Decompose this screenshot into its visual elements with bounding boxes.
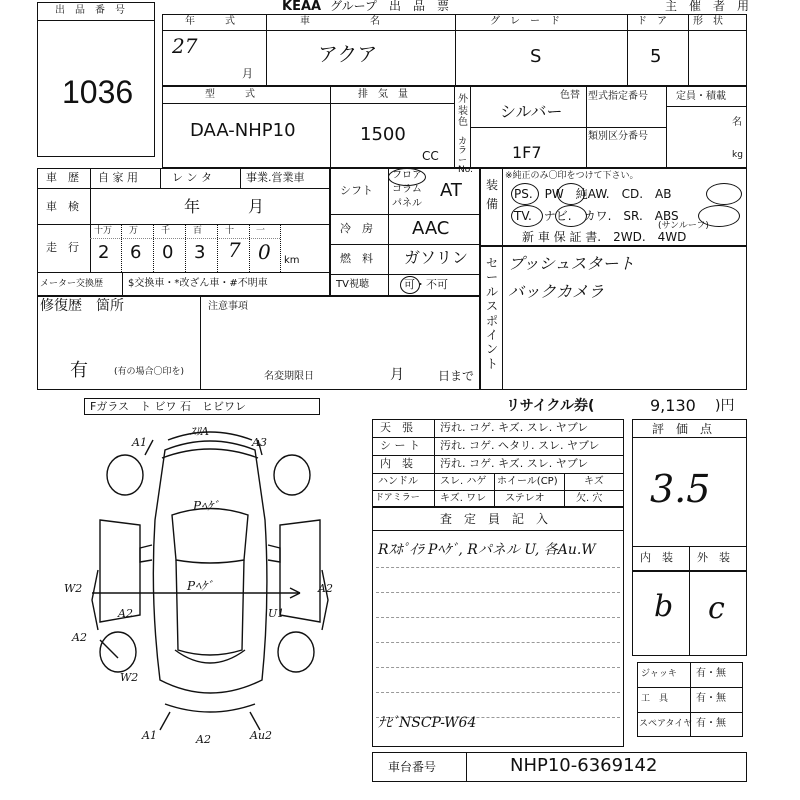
- interior-score: b: [654, 589, 674, 624]
- displacement-value: 1500: [360, 124, 406, 145]
- model-label: 型 式: [205, 89, 255, 100]
- inspector-footnote: ﾅﾋﾞNSCP-W64: [378, 715, 477, 731]
- mark-w2-left-rear: W2: [120, 671, 139, 684]
- interior-row-seat-label: シ ー ト: [380, 439, 420, 452]
- name-change-label: 名変期限日: [264, 371, 314, 382]
- recycle-amount: 9,130: [650, 396, 696, 415]
- spare-value: 有・無: [696, 718, 726, 729]
- repair-history-label: 修復歴 箇所: [40, 298, 124, 314]
- tv-ok-circle: [400, 276, 420, 294]
- mileage-digit-100: 3: [194, 242, 206, 263]
- tool-value: 有・無: [696, 693, 726, 704]
- year-label: 年 式: [185, 16, 235, 27]
- interior-row-handle-text: スレ. ハゲ: [440, 476, 487, 487]
- tool-label: 工 具: [641, 694, 669, 704]
- mark-au2-bottom-right: Au2: [250, 729, 273, 742]
- mark-a2-left-door: A2: [118, 607, 133, 620]
- ps-circle: [511, 183, 539, 205]
- shift-column: コラム: [392, 184, 422, 195]
- name-change-month: 月: [390, 367, 404, 383]
- mark-hood: Pﾍｹﾞ: [187, 579, 214, 593]
- interior-score-label: 内 装: [640, 551, 673, 564]
- mark-a2-bottom: A2: [196, 733, 211, 746]
- notes-label: 注意事項: [208, 301, 248, 312]
- ab-circle: [706, 183, 742, 205]
- displacement-label: 排 気 量: [358, 89, 408, 100]
- interior-row-handle-label: ハンドル: [378, 476, 418, 487]
- repair-value: 有: [70, 360, 88, 381]
- interior-row-trim-text: 汚れ. コゲ. キズ. スレ. ヤブレ: [440, 457, 589, 470]
- color-change-label: 色替: [560, 90, 580, 101]
- mileage-unit-10: 十: [225, 226, 235, 236]
- inspector-comment: Rｽﾎﾟｲﾗ Pﾍｹﾞ, Rパネル U, 各Au.W: [378, 542, 596, 558]
- mileage-unit-10k: 万: [129, 226, 139, 236]
- mileage-unit-100: 百: [193, 226, 203, 236]
- doors-value: 5: [650, 46, 662, 67]
- score-value: 3.5: [650, 467, 711, 511]
- lot-number-label: 出 品 番 号: [55, 5, 125, 16]
- mark-w2-left: W2: [64, 582, 83, 595]
- tv-label: TV視聴: [336, 279, 369, 290]
- ac-value: AAC: [412, 218, 450, 239]
- inspection-label: 車 検: [46, 200, 79, 213]
- mark-a1-bottom-left: A1: [142, 729, 157, 742]
- interior-row-mirror-label: ドアミラー: [375, 493, 420, 503]
- body-label: 形 状: [693, 16, 723, 27]
- interior-row-wheel-mark: キズ: [584, 476, 604, 487]
- history-private: 自 家 用: [98, 171, 138, 184]
- shift-value: AT: [440, 180, 462, 201]
- mileage-label: 走 行: [46, 241, 79, 254]
- mark-a1-left: A1: [132, 436, 147, 449]
- abs-circle: [698, 205, 740, 227]
- navi-circle: [555, 205, 587, 227]
- mileage-digit-10: 7: [228, 238, 241, 262]
- sales-point-line1: プッシュスタート: [508, 254, 635, 273]
- type-no-label: 型式指定番号: [588, 91, 648, 102]
- lot-number: 1036: [62, 74, 134, 110]
- chassis-number: NHP10-6369142: [510, 755, 658, 776]
- interior-row-ceiling-text: 汚れ. コゲ. キズ. スレ. ヤブレ: [440, 421, 589, 434]
- mileage-unit-100k: 十万: [94, 226, 113, 236]
- recycle-suffix: )円: [715, 398, 735, 414]
- inspector-label: 査 定 員 記 入: [440, 512, 549, 526]
- sunroof-note: (サンルーフ): [658, 221, 709, 231]
- ac-label: 冷 房: [340, 222, 373, 235]
- grade-label: グ レ ー ド: [490, 16, 560, 27]
- color-value: シルバー: [500, 102, 563, 121]
- mark-u1-right-door: U1: [268, 607, 285, 620]
- spare-label: スペアタイヤ: [639, 719, 693, 729]
- mileage-digit-1: 0: [258, 240, 271, 264]
- equipment-row3: 新 車 保 証 書. 2WD. 4WD: [522, 230, 687, 244]
- meter-exchange-marks: $交換車・*改ざん車・#不明車: [128, 278, 268, 289]
- model-value: DAA-NHP10: [190, 120, 296, 141]
- mark-roof: Pﾍｹﾞ: [193, 499, 220, 513]
- km-unit: km: [284, 255, 300, 266]
- mark-a2-right: A2: [318, 582, 333, 595]
- logo: KEAA: [282, 0, 322, 14]
- interior-row-mirror-text: キズ. ワレ: [440, 493, 487, 504]
- mileage-digit-1k: 0: [162, 242, 174, 263]
- equipment-row2: TV. ナビ. カワ. SR. ABS: [514, 209, 679, 223]
- fuel-value: ガソリン: [404, 248, 469, 267]
- repair-note: (有の場合〇印を): [114, 367, 185, 377]
- shift-floor: フロア: [392, 170, 422, 181]
- chassis-label: 車台番号: [388, 760, 437, 774]
- color-no-value: 1F7: [512, 143, 542, 162]
- mark-a3-right: A3: [252, 436, 267, 449]
- sales-point-label: セールスポイント: [486, 256, 499, 371]
- equipment-note: ※純正のみ〇印をつけて下さい。: [505, 171, 639, 181]
- exterior-score-label: 外 装: [697, 551, 730, 564]
- history-commercial: 事業.営業車: [246, 171, 305, 184]
- capacity-unit-persons: 名: [732, 117, 742, 128]
- tv-value: 可・不可: [404, 278, 448, 291]
- color-no-label: カラーNo.: [458, 137, 473, 176]
- exterior-color-label: 外装色: [458, 94, 468, 128]
- capacity-label: 定員・積載: [676, 91, 726, 102]
- interior-row-hole-text: 欠. 穴: [576, 493, 603, 504]
- glass-label: Fガラス ト ビワ 石 ヒビワレ: [90, 400, 246, 413]
- score-label: 評 価 点: [652, 422, 713, 436]
- jack-value: 有・無: [696, 668, 726, 679]
- pw-circle: [557, 183, 585, 205]
- equipment-row1: PS. PW 純AW. CD. AB: [514, 187, 672, 201]
- inspection-ym: 年 月: [184, 197, 265, 216]
- organizer-label: 主 催 者 用: [665, 0, 750, 13]
- form-title: グループ 出 品 票: [330, 0, 450, 13]
- interior-row-ceiling-label: 天 張: [380, 421, 413, 434]
- mark-a2-left-rear: A2: [72, 631, 87, 644]
- interior-row-stereo-text: ステレオ: [505, 493, 545, 504]
- interior-row-trim-label: 内 装: [380, 457, 413, 470]
- fuel-label: 燃 料: [340, 252, 373, 265]
- shift-label: シフト: [340, 184, 373, 197]
- exterior-score: c: [708, 591, 725, 626]
- interior-row-seat-text: 汚れ. コゲ. ヘタリ. スレ. ヤブレ: [440, 439, 600, 452]
- capacity-unit-kg: kg: [732, 150, 743, 160]
- mark-top: ｽﾘA: [190, 425, 209, 438]
- meter-exchange-label: メーター交換歴: [40, 279, 104, 289]
- car-name-label: 車 名: [300, 16, 380, 27]
- class-no-label: 類別区分番号: [588, 131, 648, 142]
- mileage-unit-1: 一: [256, 226, 266, 236]
- equipment-label: 装備: [486, 178, 499, 212]
- tv-circle: [511, 205, 543, 227]
- name-change-day: 日まで: [438, 369, 475, 383]
- mileage-unit-1k: 千: [161, 226, 171, 236]
- jack-label: ジャッキ: [641, 669, 677, 679]
- history-rental: レ ン タ: [172, 171, 212, 184]
- mileage-digit-10k: 6: [130, 242, 142, 263]
- sales-point-line2: バックカメラ: [508, 282, 605, 301]
- mileage-digit-100k: 2: [98, 242, 110, 263]
- doors-label: ド ア: [637, 16, 667, 27]
- year-value: 27: [172, 34, 198, 58]
- recycle-label: リサイクル券(: [506, 398, 595, 414]
- grade-value: S: [530, 46, 542, 67]
- cc-unit: CC: [422, 149, 439, 163]
- month-unit: 月: [242, 67, 253, 80]
- car-name: アクア: [318, 42, 378, 66]
- shift-panel: パネル: [392, 198, 422, 209]
- history-label: 車 歴: [46, 171, 79, 184]
- shift-floor-circle: [388, 168, 426, 186]
- interior-row-wheel-text: ホイール(CP): [497, 476, 558, 487]
